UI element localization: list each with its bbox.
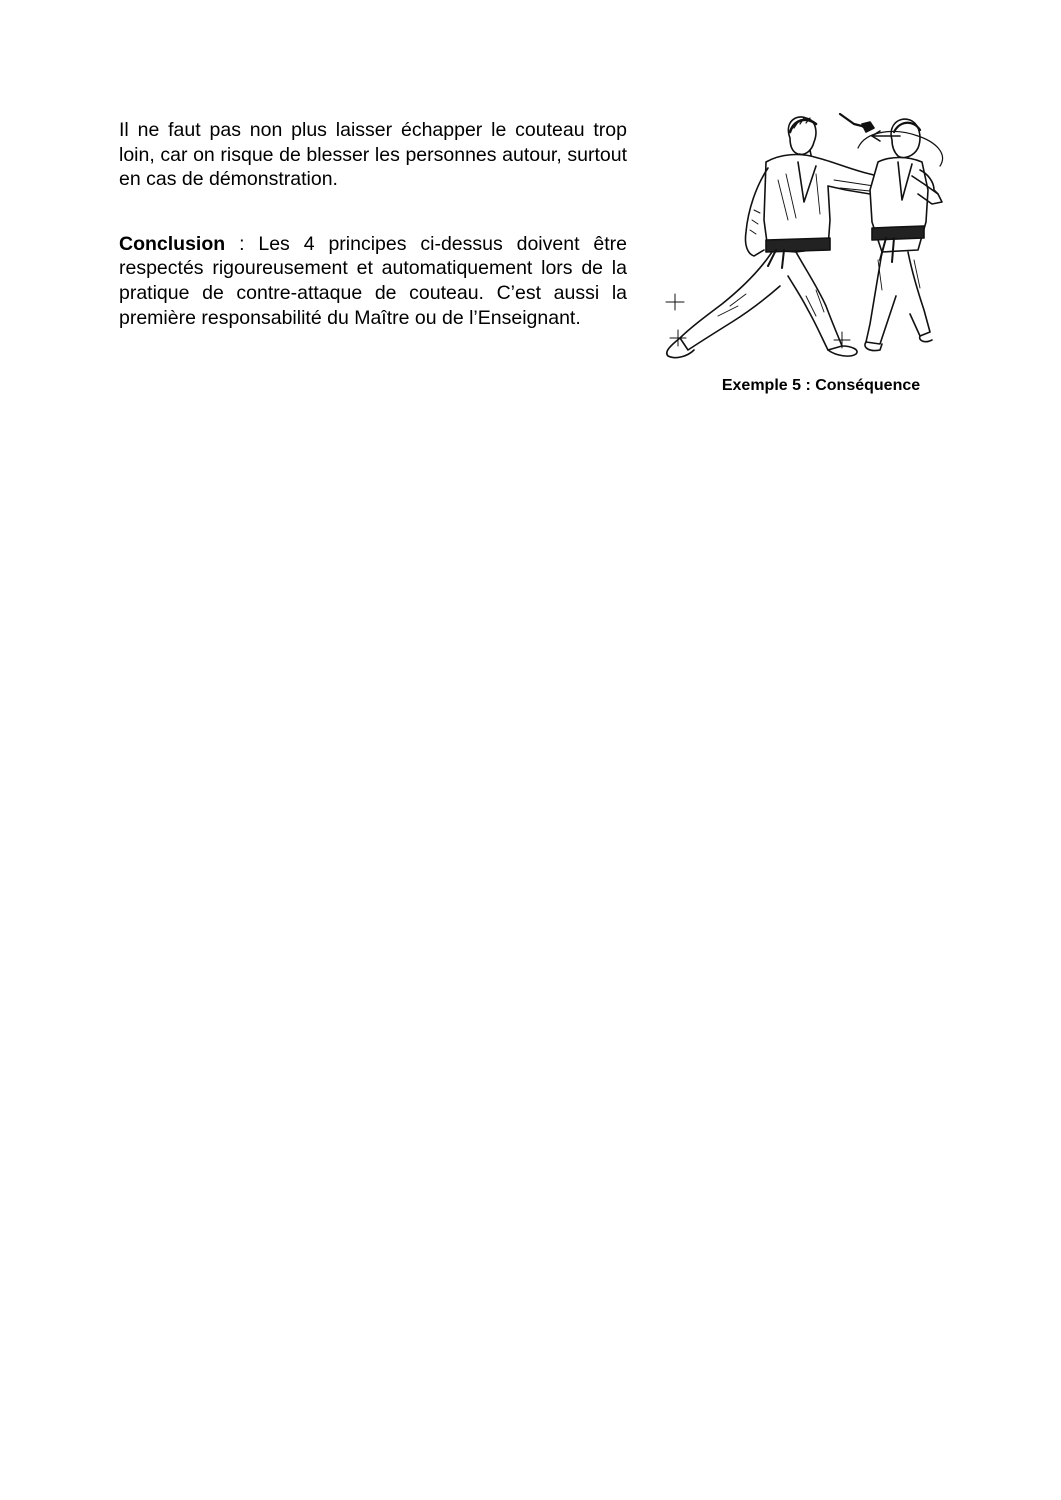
martial-arts-knife-defense-icon bbox=[656, 110, 946, 370]
figure-caption: Exemple 5 : Conséquence bbox=[721, 377, 921, 394]
martial-arts-illustration bbox=[656, 110, 946, 370]
paragraph-knife-escape: Il ne faut pas non plus laisser échapper le couteau trop loin, car on risque de blesser les personnes autour, surtout en cas de démonstration. bbox=[119, 119, 627, 191]
conclusion-label: Conclusion bbox=[119, 232, 226, 255]
conclusion-text: : Les 4 principes ci-dessus doivent être respectés rigoureusement et automatiquement lors de la pratique de contre-attaque de couteau. C’est aussi la première responsabilité du Maître ou de l’Enseignant. bbox=[119, 232, 627, 329]
paragraph-conclusion bbox=[119, 232, 627, 330]
main-text-column bbox=[119, 118, 627, 330]
